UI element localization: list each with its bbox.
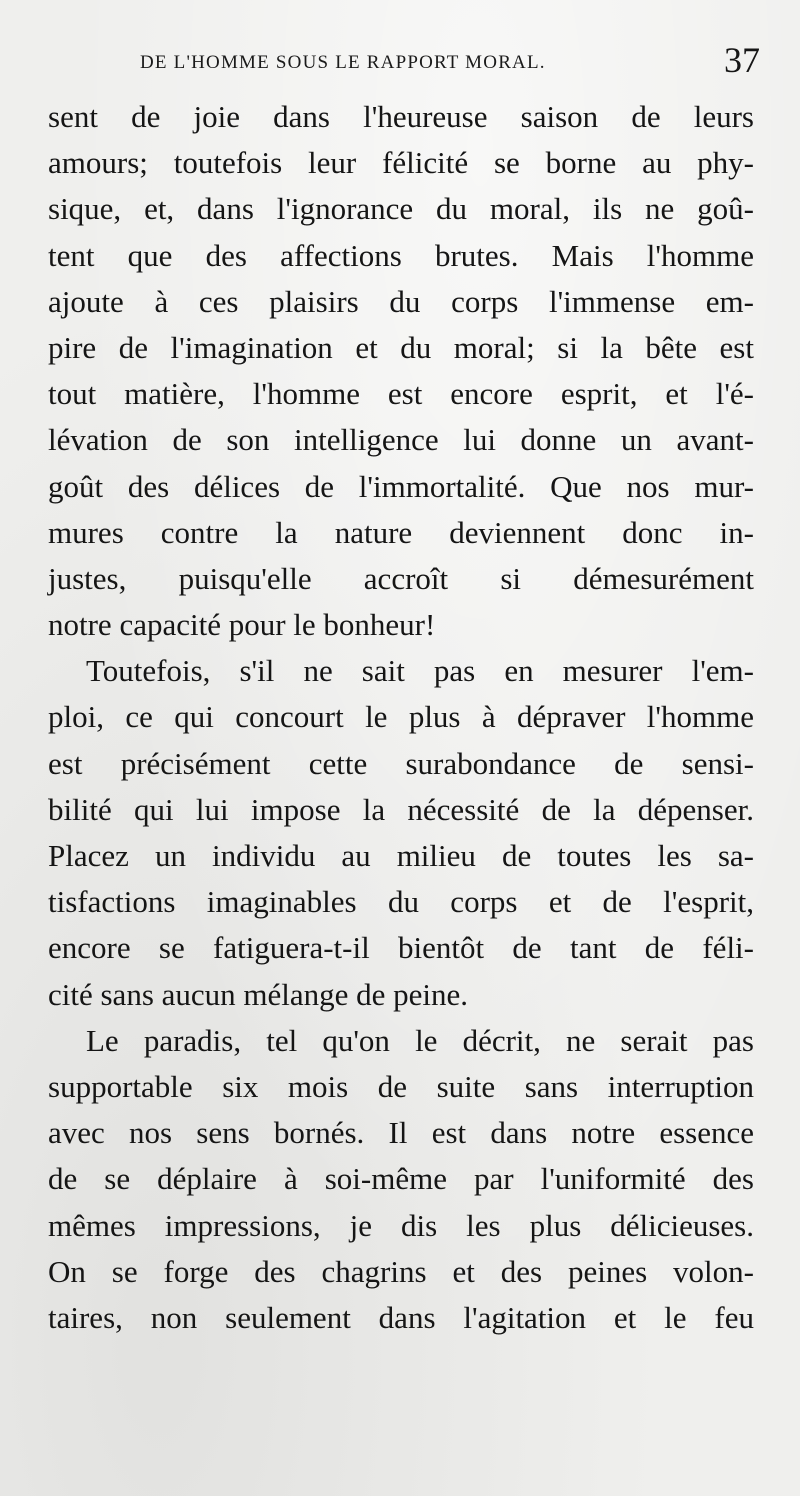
text-line: pire de l'imagination et du moral; si la bête est [48, 329, 754, 365]
text-line: Placez un individu au milieu de toutes les sa- [48, 838, 754, 873]
text-line: ajoute à ces plaisirs du corps l'immense em- [48, 283, 754, 319]
body-text [48, 94, 754, 1341]
text-line: supportable six mois de suite sans interruption [48, 1068, 754, 1104]
text-line: sent de joie dans l'heureuse saison de leurs [48, 99, 754, 134]
text-line: taires, non seulement dans l'agitation et le feu [48, 1299, 754, 1335]
text-line: justes, puisqu'elle accroît si démesurément [48, 560, 754, 596]
text-line: encore se fatiguera-t-il bientôt de tant de féli- [48, 930, 754, 966]
text-line: mêmes impressions, je dis les plus délicieuses. [48, 1207, 754, 1243]
text-line: sique, et, dans l'ignorance du moral, ils ne goû- [48, 191, 754, 227]
page-number: 37 [724, 40, 760, 80]
text-line: mures contre la nature deviennent donc in- [48, 514, 754, 550]
text-line: lévation de son intelligence lui donne un avant- [48, 422, 754, 458]
text-line: ploi, ce qui concourt le plus à dépraver l'homme [48, 699, 754, 735]
text-line: tout matière, l'homme est encore esprit, et l'é- [48, 376, 754, 412]
text-line: tisfactions imaginables du corps et de l'esprit, [48, 884, 754, 920]
paragraph-start-line: Toutefois, s'il ne sait pas en mesurer l'em- [86, 653, 754, 689]
text-line: goût des délices de l'immortalité. Que nos mur- [48, 468, 754, 504]
text-line: est précisément cette surabondance de sensi- [48, 745, 754, 781]
paragraph-end-line: cité sans aucun mélange de peine. [48, 976, 469, 1012]
text-line: tent que des affections brutes. Mais l'homme [48, 237, 754, 273]
page-header [140, 40, 760, 90]
text-line: avec nos sens bornés. Il est dans notre essence [48, 1115, 754, 1151]
paragraph-start-line: Le paradis, tel qu'on le décrit, ne serait pas [86, 1022, 754, 1058]
running-title: DE L'HOMME SOUS LE RAPPORT MORAL. [140, 52, 546, 73]
text-line: amours; toutefois leur félicité se borne au phy- [48, 145, 754, 181]
text-line: de se déplaire à soi-même par l'uniformité des [48, 1161, 754, 1197]
text-line: bilité qui lui impose la nécessité de la dépenser. [48, 791, 754, 827]
paragraph-end-line: notre capacité pour le bonheur! [48, 607, 436, 643]
text-line: On se forge des chagrins et des peines volon- [48, 1253, 754, 1289]
